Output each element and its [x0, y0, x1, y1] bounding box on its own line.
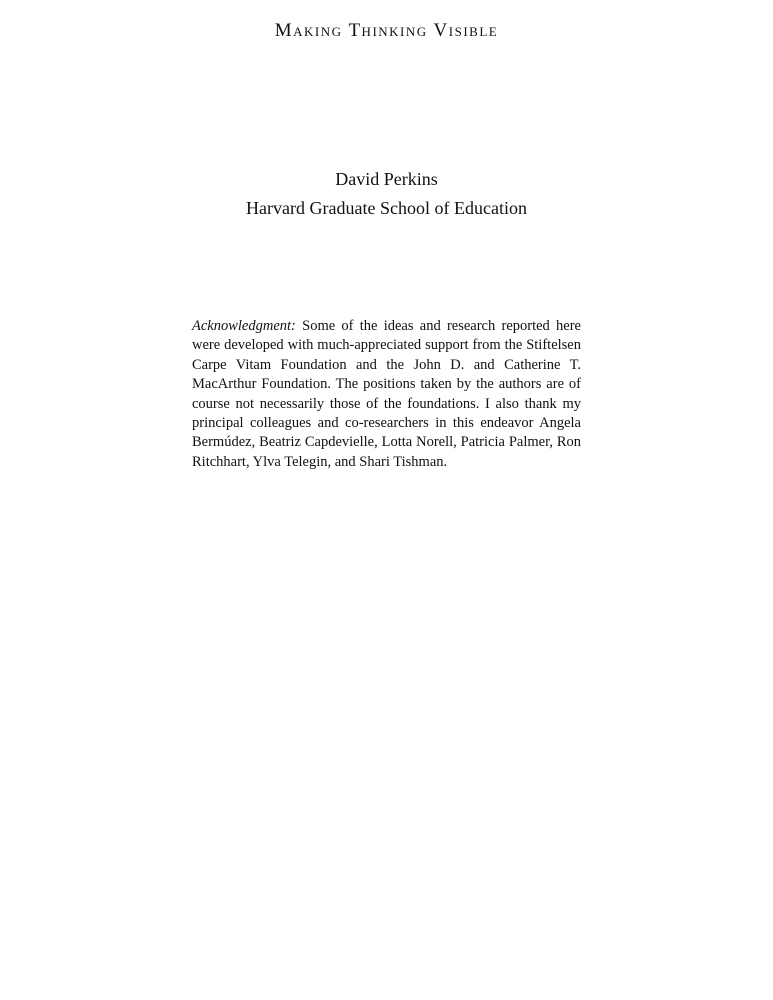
acknowledgment-paragraph: [192, 317, 581, 472]
author-name: David Perkins: [335, 169, 438, 189]
acknowledgment-label: Acknowledgment:: [192, 318, 296, 334]
author-block: [0, 165, 773, 223]
author-affiliation: Harvard Graduate School of Education: [246, 198, 527, 218]
acknowledgment-text: Some of the ideas and research reported here were developed with much-appreciated support from the Stiftelsen Carpe Vitam Foundation and the John D. and Catherine T. MacArthur Foundation. The positions taken by the authors are of course not necessarily those of the foundations. I also thank my principal colleagues and co-researchers in this endeavor Angela Bermúdez, Beatriz Capdevielle, Lotta Norell, Patricia Palmer, Ron Ritchhart, Ylva Telegin, and Shari Tishman.: [192, 318, 581, 470]
page-title: Making Thinking Visible: [274, 20, 499, 41]
